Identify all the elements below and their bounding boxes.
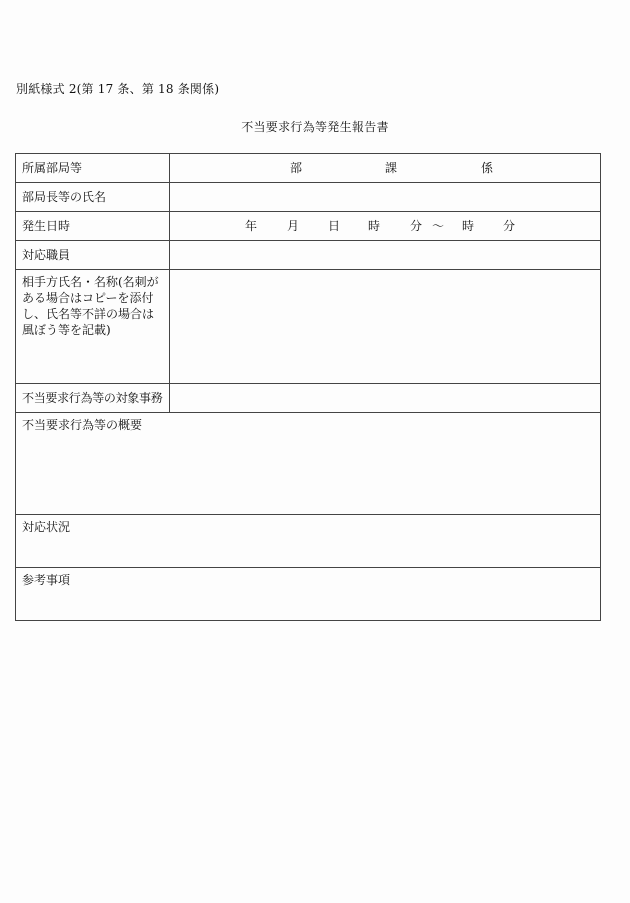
- time-range-tilde: ～: [432, 219, 445, 233]
- response-field[interactable]: [16, 515, 601, 568]
- time-unit-hour-end: 時: [462, 219, 475, 233]
- head-name-value-field[interactable]: [170, 183, 601, 212]
- target-affairs-label: 不当要求行為等の対象事務: [16, 384, 170, 413]
- department-value-field[interactable]: [170, 154, 601, 183]
- date-unit-month: 月: [287, 219, 300, 233]
- table-row-notes: [16, 568, 601, 621]
- table-row-summary: [16, 413, 601, 515]
- response-label: 対応状況: [22, 520, 71, 534]
- table-row-party: [16, 270, 601, 384]
- summary-field[interactable]: [16, 413, 601, 515]
- table-row-head-name: [16, 183, 601, 212]
- table-row-target-affairs: [16, 384, 601, 413]
- time-unit-minute-end: 分: [503, 219, 516, 233]
- date-unit-year: 年: [245, 219, 258, 233]
- dept-unit-bu: 部: [290, 161, 303, 175]
- time-unit-hour-start: 時: [368, 219, 381, 233]
- form-number-label: 別紙様式 2(第 17 条、第 18 条関係): [16, 82, 220, 96]
- report-form-table: [15, 153, 601, 621]
- time-unit-minute-start: 分: [410, 219, 423, 233]
- head-name-label: 部局長等の氏名: [16, 183, 170, 212]
- dept-unit-ka: 課: [385, 161, 398, 175]
- party-value-field[interactable]: [170, 270, 601, 384]
- table-row-datetime: [16, 212, 601, 241]
- notes-label: 参考事項: [22, 573, 71, 587]
- document-title: 不当要求行為等発生報告書: [241, 120, 389, 134]
- table-row-staff: [16, 241, 601, 270]
- table-row-department: [16, 154, 601, 183]
- department-label: 所属部局等: [16, 154, 170, 183]
- summary-label: 不当要求行為等の概要: [22, 418, 143, 432]
- party-label: 相手方氏名・名称(名刺がある場合はコピーを添付し、氏名等不詳の場合は風ぼう等を記載): [16, 270, 170, 384]
- notes-field[interactable]: [16, 568, 601, 621]
- datetime-label: 発生日時: [16, 212, 170, 241]
- date-unit-day: 日: [328, 219, 341, 233]
- dept-unit-kakari: 係: [481, 161, 494, 175]
- target-affairs-value-field[interactable]: [170, 384, 601, 413]
- staff-value-field[interactable]: [170, 241, 601, 270]
- staff-label: 対応職員: [16, 241, 170, 270]
- datetime-value-field[interactable]: [170, 212, 601, 241]
- table-row-response: [16, 515, 601, 568]
